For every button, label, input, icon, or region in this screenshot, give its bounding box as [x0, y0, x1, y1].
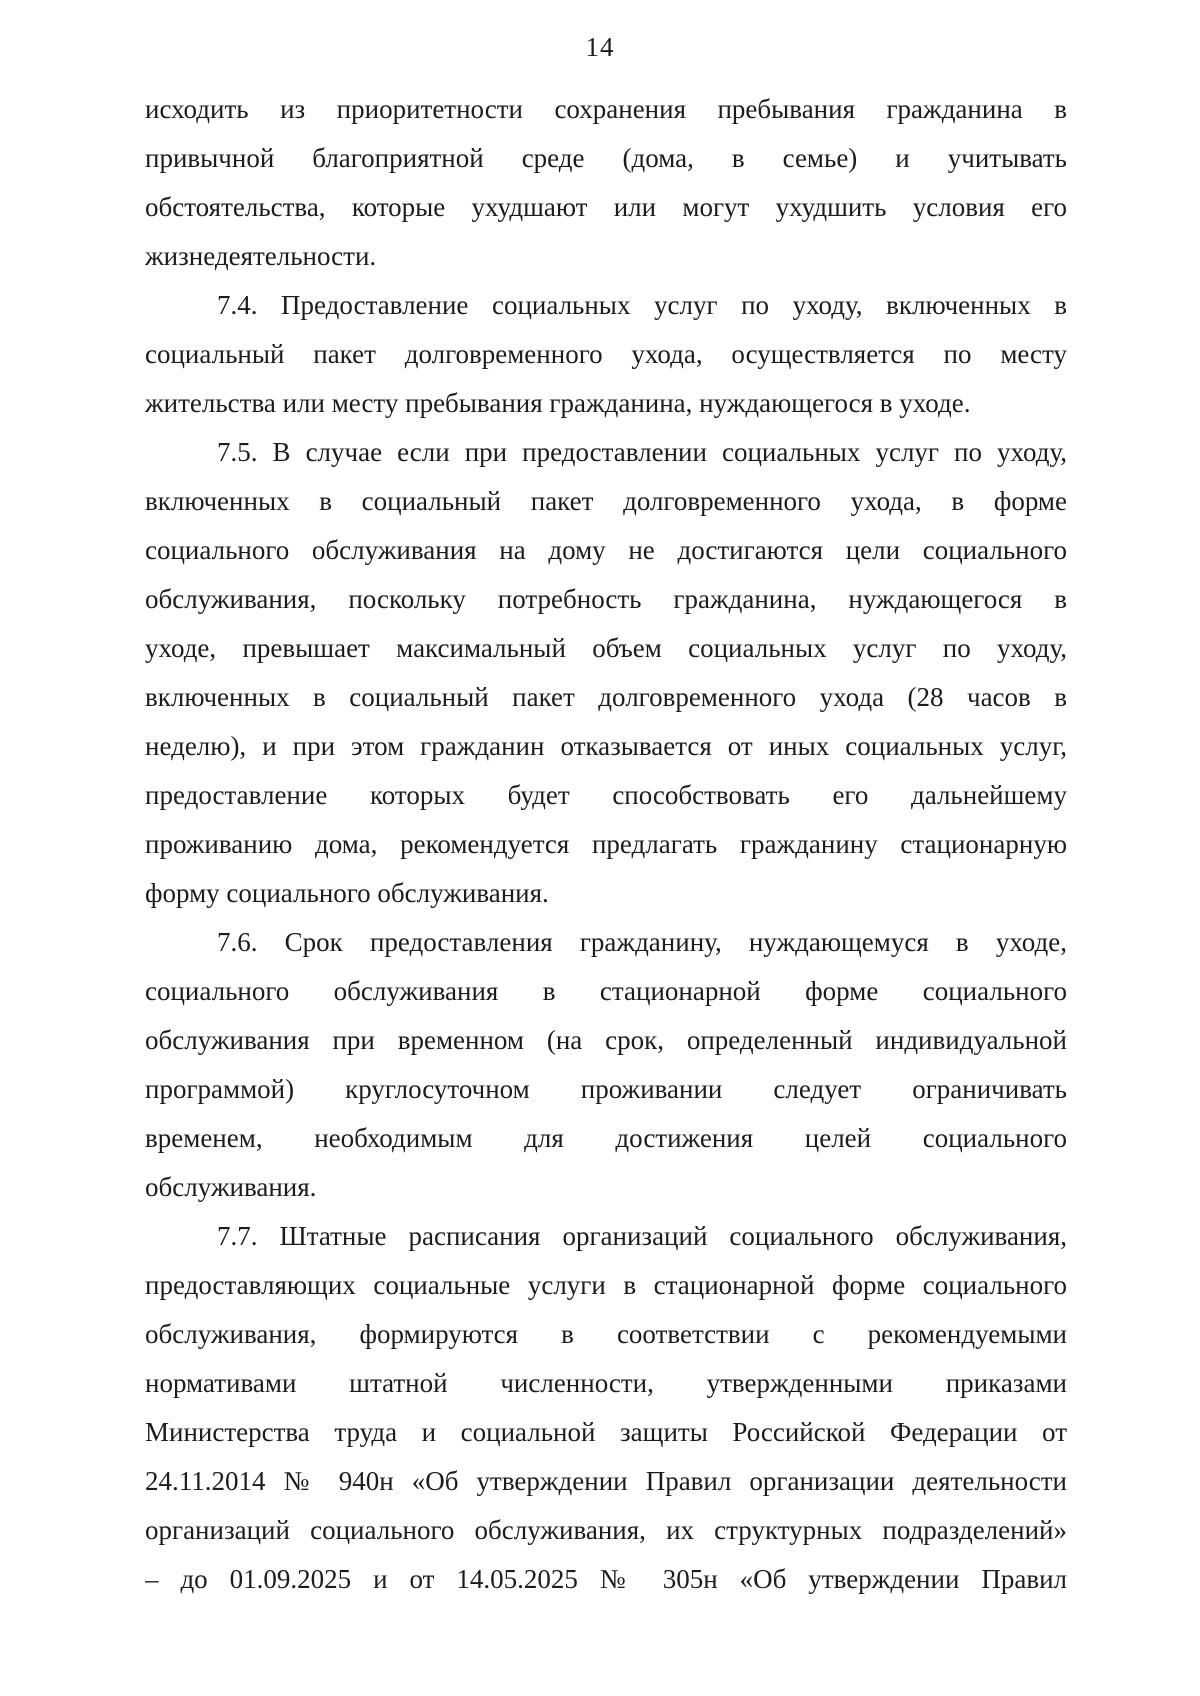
text-line: жительства или месту пребывания гражданина, нуждающегося в уходе. — [145, 388, 971, 418]
text-line: обслуживания. — [145, 1172, 317, 1202]
text-line: 7.5. В случае если при предоставлении социальных услуг по уходу, — [217, 437, 1067, 467]
text-line: жизнедеятельности. — [145, 241, 377, 271]
text-line: предоставление которых будет способствовать его дальнейшему — [145, 780, 1067, 810]
text-line: социальный пакет долговременного ухода, осуществляется по месту — [145, 339, 1067, 369]
text-line: обслуживания, поскольку потребность гражданина, нуждающегося в — [145, 584, 1067, 614]
text-line: 7.7. Штатные расписания организаций социального обслуживания, — [217, 1221, 1067, 1251]
text-line: исходить из приоритетности сохранения пребывания гражданина в — [145, 94, 1067, 124]
text-line: включенных в социальный пакет долговременного ухода, в форме — [145, 486, 1067, 516]
text-line: 7.6. Срок предоставления гражданину, нуждающемуся в уходе, — [217, 927, 1067, 957]
text-line: включенных в социальный пакет долговременного ухода (28 часов в — [145, 682, 1067, 712]
paragraph — [145, 85, 1067, 281]
text-line: Министерства труда и социальной защиты Российской Федерации от — [145, 1417, 1067, 1447]
text-line: – до 01.09.2025 и от 14.05.2025 № 305н «Об утверждении Правил — [145, 1564, 1067, 1594]
text-line: привычной благоприятной среде (дома, в семье) и учитывать — [145, 143, 1067, 173]
text-line: уходе, превышает максимальный объем социальных услуг по уходу, — [145, 633, 1067, 663]
paragraph — [145, 918, 1067, 1212]
text-line: социального обслуживания на дому не достигаются цели социального — [145, 535, 1067, 565]
text-line: организаций социального обслуживания, их структурных подразделений» — [145, 1515, 1067, 1545]
text-line: обслуживания при временном (на срок, определенный индивидуальной — [145, 1025, 1067, 1055]
text-line: обслуживания, формируются в соответствии с рекомендуемыми — [145, 1319, 1067, 1349]
paragraph — [145, 1212, 1067, 1604]
page-number: 14 — [585, 32, 615, 62]
text-line: предоставляющих социальные услуги в стационарной форме социального — [145, 1270, 1067, 1300]
text-line: временем, необходимым для достижения целей социального — [145, 1123, 1067, 1153]
text-line: 7.4. Предоставление социальных услуг по уходу, включенных в — [217, 290, 1067, 320]
text-line: программой) круглосуточном проживании следует ограничивать — [145, 1074, 1067, 1104]
document-body — [145, 85, 1067, 1604]
text-line: 24.11.2014 № 940н «Об утверждении Правил организации деятельности — [145, 1466, 1067, 1496]
text-line: нормативами штатной численности, утвержденными приказами — [145, 1368, 1067, 1398]
text-line: проживанию дома, рекомендуется предлагать гражданину стационарную — [145, 829, 1067, 859]
text-line: обстоятельства, которые ухудшают или могут ухудшить условия его — [145, 192, 1067, 222]
paragraph — [145, 428, 1067, 918]
paragraph — [145, 281, 1067, 428]
text-line: социального обслуживания в стационарной форме социального — [145, 976, 1067, 1006]
text-line: неделю), и при этом гражданин отказывается от иных социальных услуг, — [145, 731, 1067, 761]
text-line: форму социального обслуживания. — [145, 878, 549, 908]
